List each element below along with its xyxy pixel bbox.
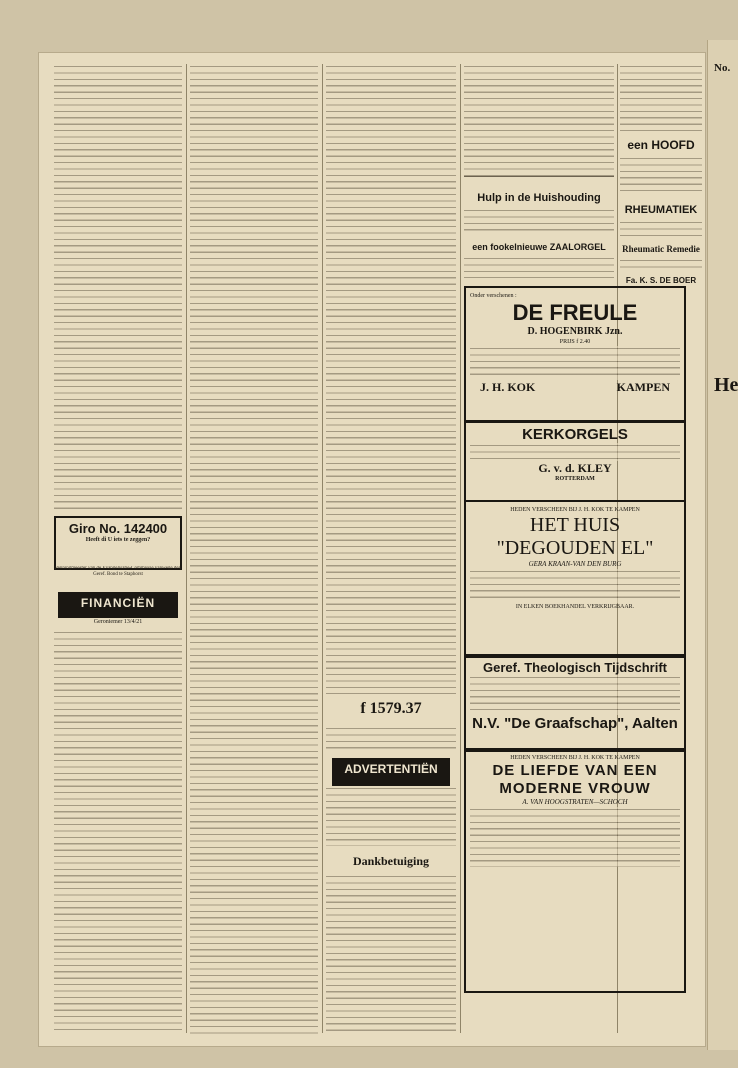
finance-header xyxy=(58,592,178,618)
column-rule xyxy=(186,64,187,1033)
liefde-title-2: MODERNE VROUW xyxy=(499,780,651,797)
col5-text-3 xyxy=(620,220,702,240)
finance-title: FINANCIËN xyxy=(80,596,156,610)
huis-line: IN ELKEN BOEKHANDEL VERKRIJGBAAR. xyxy=(515,604,635,610)
freule-price: PRIJS f 2.40 xyxy=(559,339,591,345)
hoofd-title: een HOOFD xyxy=(627,138,695,152)
edge-text: No. xyxy=(714,62,731,74)
finance-text xyxy=(54,630,182,1033)
giro-box xyxy=(54,516,182,570)
rheumatiek-title: RHEUMATIEK xyxy=(624,204,698,216)
freule-title: DE FREULE xyxy=(512,300,638,325)
giro-number: Giro No. 142400 xyxy=(68,521,168,536)
thanks-text xyxy=(326,874,456,1033)
huis-title-1: HET HUIS xyxy=(529,514,621,536)
ad-hulp-title: Hulp in de Huishouding xyxy=(477,192,601,204)
col5-text-4 xyxy=(620,258,702,272)
boer-title: Fa. K. S. DE BOER xyxy=(625,276,697,285)
huis-author: GERA KRAAN-VAN DEN BURG xyxy=(528,560,622,568)
column-rule xyxy=(460,64,461,1033)
column-1-text xyxy=(54,64,182,512)
column-3-text xyxy=(326,64,456,694)
liefde-pre: HEDEN VERSCHEEN BIJ J. H. KOK TE KAMPEN xyxy=(510,755,640,761)
finance-date: Geroniemer 13/4/21 xyxy=(93,619,143,625)
kerkorgels-firm: G. v. d. KLEY xyxy=(538,461,612,475)
freule-label: Onder verschenen : xyxy=(470,293,517,299)
ad-zaalorgel-text xyxy=(464,256,614,278)
freule-author: D. HOGENBIRK Jzn. xyxy=(527,326,623,337)
freule-publisher: J. H. KOK xyxy=(480,380,536,394)
column-rule xyxy=(322,64,323,1033)
column-5 xyxy=(620,64,702,1037)
column-3-text-2 xyxy=(326,726,456,752)
giro-question: Heeft di U iets te zeggen? xyxy=(85,537,151,543)
liefde-title-1: DE LIEFDE VAN EEN xyxy=(492,762,658,779)
edge-heading: He xyxy=(714,374,738,396)
newspaper-page xyxy=(38,52,706,1047)
kerkorgels-city: ROTTERDAM xyxy=(555,476,595,482)
advertentien-text xyxy=(326,786,456,846)
huis-title-2: "DEGOUDEN EL" xyxy=(496,537,654,559)
giro-caption: Penningmeester van de Evangelisatie-Commissie vanwege den Geref. Bond te Staphorst xyxy=(54,566,182,578)
thanks-title: Dankbetuiging xyxy=(352,854,430,868)
tijdschrift-firm: N.V. "De Graafschap", Aalten xyxy=(472,715,678,732)
ad-hulp-text xyxy=(464,208,614,234)
column-2-text xyxy=(190,64,318,1037)
col5-text-2 xyxy=(620,156,702,196)
tijdschrift-title: Geref. Theologisch Tijdschrift xyxy=(483,660,667,675)
next-page-edge xyxy=(707,40,738,1050)
advertentien-title: ADVERTENTIËN xyxy=(344,762,438,776)
ad-hervormde-gemeente xyxy=(464,64,614,177)
col5-text-1 xyxy=(620,64,702,134)
advertentien-header xyxy=(332,758,450,786)
freule-city: KAMPEN xyxy=(616,380,670,394)
column-1 xyxy=(54,64,182,1037)
liefde-author: A. VAN HOOGSTRATEN—SCHOCH xyxy=(522,798,628,806)
huis-pre: HEDEN VERSCHEEN BIJ J. H. KOK TE KAMPEN xyxy=(510,507,640,513)
kerkorgels-title: KERKORGELS xyxy=(522,426,628,443)
ad-zaalorgel-title: een fookelnieuwe ZAALORGEL xyxy=(472,242,606,252)
amount-total: f 1579.37 xyxy=(360,700,422,717)
column-3 xyxy=(326,64,456,1037)
remedie-title: Rheumatic Remedie xyxy=(622,244,700,254)
column-2 xyxy=(190,64,318,1037)
